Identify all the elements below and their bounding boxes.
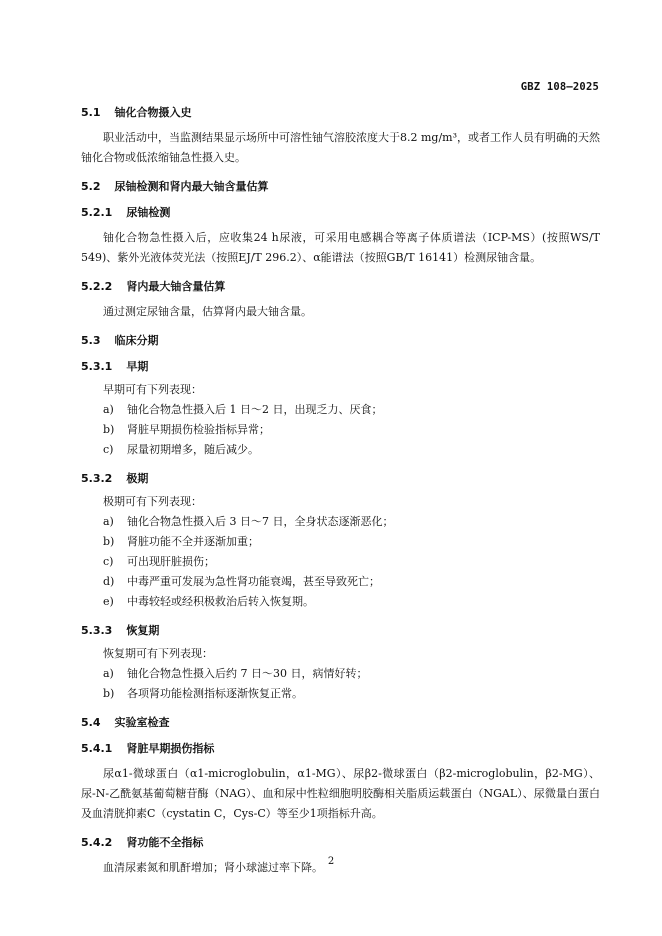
list-item: a) 铀化合物急性摄入后 1 日～2 日，出现乏力、厌食； [103, 403, 383, 416]
intro-5-3-3: 恢复期可有下列表现： [103, 647, 213, 660]
para-5-4-2: 血清尿素氮和肌酐增加；肾小球滤过率下降。 [103, 861, 323, 874]
list-item: e) 中毒较轻或经积极救治后转入恢复期。 [103, 595, 314, 608]
heading-5-2-2: 5.2.2 肾内最大铀含量估算 [81, 280, 226, 293]
list-item: d) 中毒严重可发展为急性肾功能衰竭，甚至导致死亡； [103, 575, 380, 588]
heading-5-2-1: 5.2.1 尿铀检测 [81, 206, 171, 219]
list-item: b) 肾脏早期损伤检验指标异常； [103, 423, 270, 436]
list-item: b) 各项肾功能检测指标逐渐恢复正常。 [103, 687, 303, 700]
list-item: c) 可出现肝脏损伤； [103, 555, 215, 568]
list-5-3-3 [81, 664, 600, 704]
intro-5-3-2: 极期可有下列表现： [103, 495, 202, 508]
list-item: b) 肾脏功能不全并逐渐加重； [103, 535, 259, 548]
heading-5-2: 5.2 尿铀检测和肾内最大铀含量估算 [81, 180, 269, 193]
list-5-3-1 [81, 400, 600, 460]
para-5-4-1: 尿α1-微球蛋白（α1-microglobulin，α1-MG）、尿β2-微球蛋白（β2-microglobulin，β2-MG）、尿-N-乙酰氨基葡萄糖苷酶（NAG）、血和尿中性粒细胞明胶酶相关脂质运载蛋白（NGAL）、尿微量白蛋白及血清胱抑素C（cystatin C，Cys-C）等至少1项指标升高。 [81, 767, 600, 820]
list-item: a) 铀化合物急性摄入后约 7 日～30 日，病情好转； [103, 667, 368, 680]
list-item: c) 尿量初期增多，随后减少。 [103, 443, 259, 456]
heading-5-3-3: 5.3.3 恢复期 [81, 624, 160, 637]
list-5-3-2 [81, 512, 600, 612]
page-number: 2 [327, 856, 335, 867]
list-item: a) 铀化合物急性摄入后 3 日～7 日，全身状态逐渐恶化； [103, 515, 394, 528]
intro-5-3-1: 早期可有下列表现： [103, 383, 202, 396]
heading-5-4-2: 5.4.2 肾功能不全指标 [81, 836, 204, 849]
heading-5-3-1: 5.3.1 早期 [81, 360, 149, 373]
document-body [81, 106, 600, 878]
para-5-2-1: 铀化合物急性摄入后，应收集24 h尿液，可采用电感耦合等离子体质谱法（ICP-MS）(按照WS/T 549)、紫外光液体荧光法（按照EJ/T 296.2）、α能谱法（按照GB/T 16141）检测尿铀含量。 [81, 231, 600, 264]
heading-5-4: 5.4 实验室检查 [81, 716, 170, 729]
standard-code: GBZ 108—2025 [520, 81, 599, 93]
heading-5-3-2: 5.3.2 极期 [81, 472, 149, 485]
para-5-2-2: 通过测定尿铀含量，估算肾内最大铀含量。 [103, 305, 312, 318]
heading-5-3: 5.3 临床分期 [81, 334, 159, 347]
para-5-1: 职业活动中，当监测结果显示场所中可溶性铀气溶胶浓度大于8.2 mg/m³，或者工作人员有明确的天然铀化合物或低浓缩铀急性摄入史。 [81, 131, 601, 164]
heading-5-4-1: 5.4.1 肾脏早期损伤指标 [81, 742, 215, 755]
heading-5-1: 5.1 铀化合物摄入史 [81, 106, 192, 119]
